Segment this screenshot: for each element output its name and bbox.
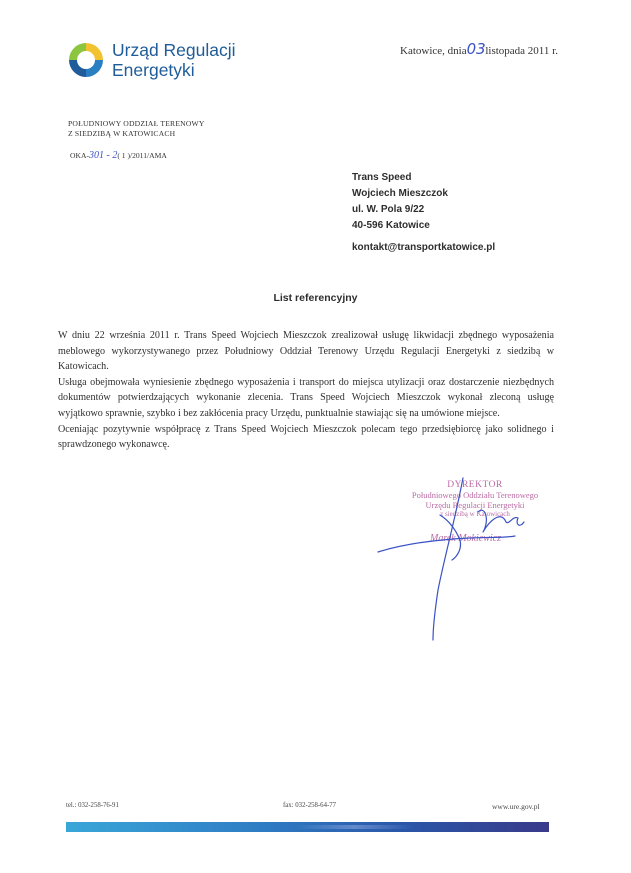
recipient-email: kontakt@transportkatowice.pl <box>352 242 496 253</box>
date-line <box>400 40 558 58</box>
footer-fax: fax: 032-258-64-77 <box>283 802 337 809</box>
stamp-name: Marek Mokiewicz <box>430 533 501 544</box>
director-stamp <box>395 480 555 519</box>
recipient-person: Wojciech Mieszczok <box>352 188 448 199</box>
body-paragraph-1: W dniu 22 września 2011 r. Trans Speed Wojciech Mieszczok zrealizował usługę likwidacji zbędnego wyposażenia meblowego wykorzystywanego przez Południowy Oddział Terenowy Urzędu Regulacji Energetyki z siedzibą w Katowicach. <box>58 330 554 373</box>
footer-bar-highlight <box>294 825 414 829</box>
department-line-1: POŁUDNIOWY ODDZIAŁ TERENOWY <box>68 119 205 128</box>
ure-logo-icon <box>66 40 106 80</box>
logo-wordmark <box>112 40 236 80</box>
stamp-seat: z siedzibą w Katowicach <box>440 510 510 518</box>
department-line-2: Z SIEDZIBĄ W KATOWICACH <box>68 129 176 138</box>
recipient-address <box>352 170 448 234</box>
body-paragraph-3: Oceniając pozytywnie współpracę z Trans Speed Wojciech Mieszczok polecam tego przedsiębiorcę jako solidnego i sprawdzonego wykonawcę. <box>58 423 554 451</box>
recipient-city: 40-596 Katowice <box>352 220 430 231</box>
recipient-name: Trans Speed <box>352 172 412 183</box>
body-paragraph-2: Usługa obejmowała wyniesienie zbędnego wyposażenia i transport do miejsca utylizacji oraz dostarczenie niezbędnych dokumentów potwierdzających wykonanie zlecenia. Trans Speed Wojciech Mieszczok wykonał zleconą usługę wyjątkowo sprawnie, szybko i bez zakłócenia pracy Urzędu, punktualnie stawiając się na umówione miejsce. <box>58 376 554 419</box>
footer-phone: tel.: 032-258-76-91 <box>66 802 119 809</box>
reference-number <box>70 150 167 161</box>
stamp-title: DYREKTOR <box>447 480 503 490</box>
date-prefix: Katowice, dnia <box>400 45 467 57</box>
date-day-handwritten: 03 <box>466 40 486 58</box>
logo-line-1: Urząd Regulacji <box>112 40 236 60</box>
letter-title: List referencyjny <box>273 292 358 304</box>
reference-suffix: ( 1 )/2011/AMA <box>117 151 167 160</box>
footer-website: www.ure.gov.pl <box>492 802 540 811</box>
ure-logo <box>66 38 256 82</box>
footer-color-bar <box>66 822 549 832</box>
department-header <box>68 119 205 139</box>
stamp-org-line-1: Południowego Oddziału Terenowego <box>411 490 539 500</box>
letter-body <box>58 328 554 453</box>
reference-handwritten: 301 - 2 <box>88 150 118 161</box>
stamp-org-line-2: Urzędu Regulacji Energetyki <box>425 500 525 510</box>
recipient-street: ul. W. Pola 9/22 <box>352 204 425 215</box>
date-suffix: listopada 2011 r. <box>485 45 558 57</box>
reference-prefix: OKA- <box>70 151 89 160</box>
logo-line-2: Energetyki <box>112 60 195 80</box>
